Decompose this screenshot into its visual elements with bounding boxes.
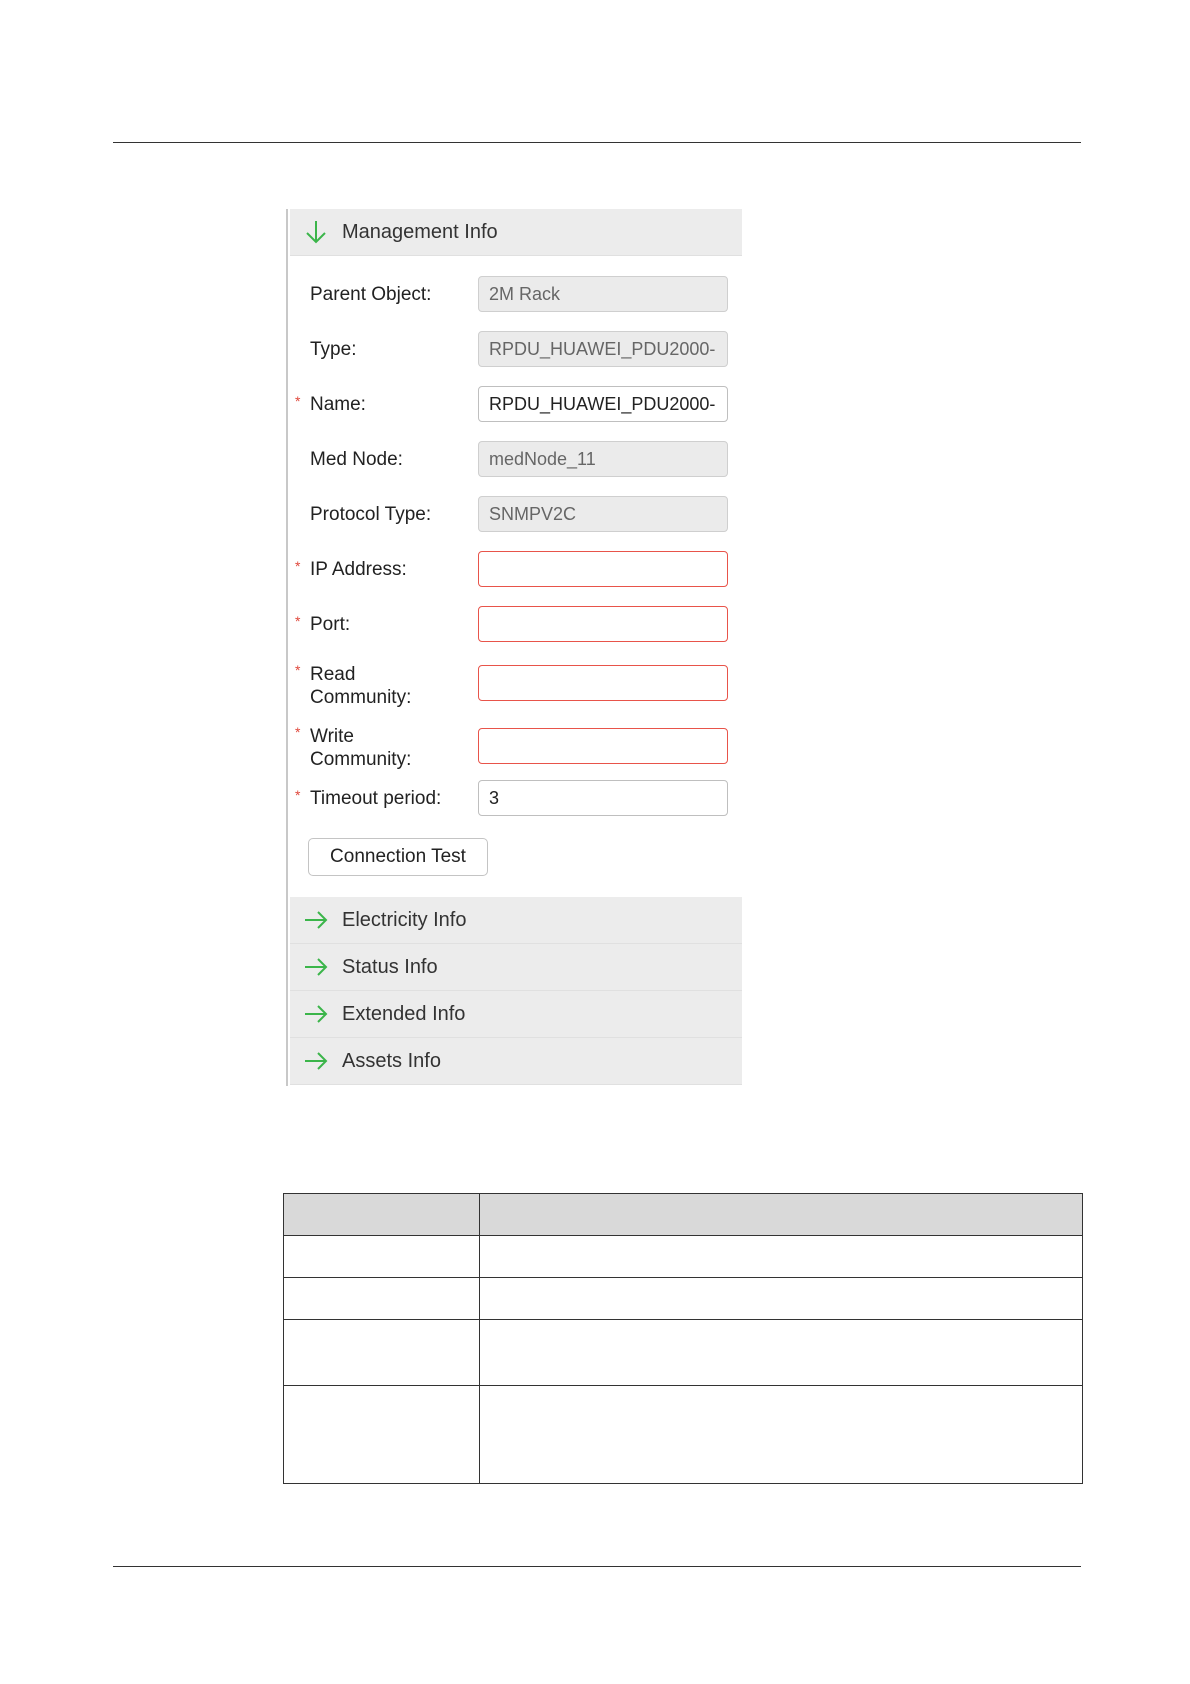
required-marker: *: [295, 558, 301, 574]
name-input[interactable]: RPDU_HUAWEI_PDU2000-: [478, 386, 728, 422]
field-label: IP Address:: [310, 559, 407, 580]
table-row: [284, 1278, 1083, 1320]
footer-rule: [113, 1566, 1081, 1567]
table-cell: [284, 1320, 480, 1386]
table-header-cell: [480, 1194, 1083, 1236]
table-cell: [284, 1236, 480, 1278]
section-header-management[interactable]: [290, 209, 742, 256]
section-title: Electricity Info: [342, 908, 467, 931]
device-config-panel: [286, 209, 742, 1086]
field-label: Protocol Type:: [310, 504, 432, 525]
field-label: Med Node:: [310, 449, 403, 470]
timeout-period-input[interactable]: 3: [478, 780, 728, 816]
arrow-right-icon: [302, 906, 330, 934]
required-marker: *: [295, 393, 301, 409]
write-community-input[interactable]: [478, 728, 728, 764]
table-cell: [480, 1236, 1083, 1278]
table-row: [284, 1320, 1083, 1386]
type-input: RPDU_HUAWEI_PDU2000-: [478, 331, 728, 367]
parameter-table: [283, 1193, 1082, 1484]
table-cell: [480, 1320, 1083, 1386]
table-cell: [480, 1386, 1083, 1484]
connection-test-button[interactable]: Connection Test: [308, 838, 488, 876]
protocol-type-input: SNMPV2C: [478, 496, 728, 532]
table-row: [284, 1386, 1083, 1484]
section-title: Extended Info: [342, 1002, 466, 1025]
field-label: Type:: [310, 339, 357, 360]
table-row: [284, 1236, 1083, 1278]
required-marker: *: [295, 613, 301, 629]
field-label: Port:: [310, 614, 351, 635]
ip-address-input[interactable]: [478, 551, 728, 587]
arrow-down-icon: [302, 218, 330, 246]
table-header-row: [284, 1194, 1083, 1236]
arrow-right-icon: [302, 1000, 330, 1028]
section-header-extended[interactable]: [290, 991, 742, 1038]
field-label: Name:: [310, 394, 366, 415]
arrow-right-icon: [302, 953, 330, 981]
parent-object-input: 2M Rack: [478, 276, 728, 312]
required-marker: *: [295, 724, 301, 740]
section-header-electricity[interactable]: [290, 897, 742, 944]
field-label: Timeout period:: [310, 788, 442, 809]
required-marker: *: [295, 787, 301, 803]
field-label: Parent Object:: [310, 284, 432, 305]
field-label: Write Community:: [310, 726, 412, 770]
port-input[interactable]: [478, 606, 728, 642]
table-cell: [284, 1386, 480, 1484]
section-title: Assets Info: [342, 1049, 441, 1072]
section-title: Management Info: [342, 220, 498, 243]
section-header-assets[interactable]: [290, 1038, 742, 1085]
section-header-status[interactable]: [290, 944, 742, 991]
med-node-input: medNode_11: [478, 441, 728, 477]
field-label: Read Community:: [310, 664, 412, 708]
arrow-right-icon: [302, 1047, 330, 1075]
required-marker: *: [295, 662, 301, 678]
table-cell: [284, 1278, 480, 1320]
read-community-input[interactable]: [478, 665, 728, 701]
table-cell: [480, 1278, 1083, 1320]
header-rule: [113, 142, 1081, 143]
section-title: Status Info: [342, 955, 438, 978]
table-header-cell: [284, 1194, 480, 1236]
